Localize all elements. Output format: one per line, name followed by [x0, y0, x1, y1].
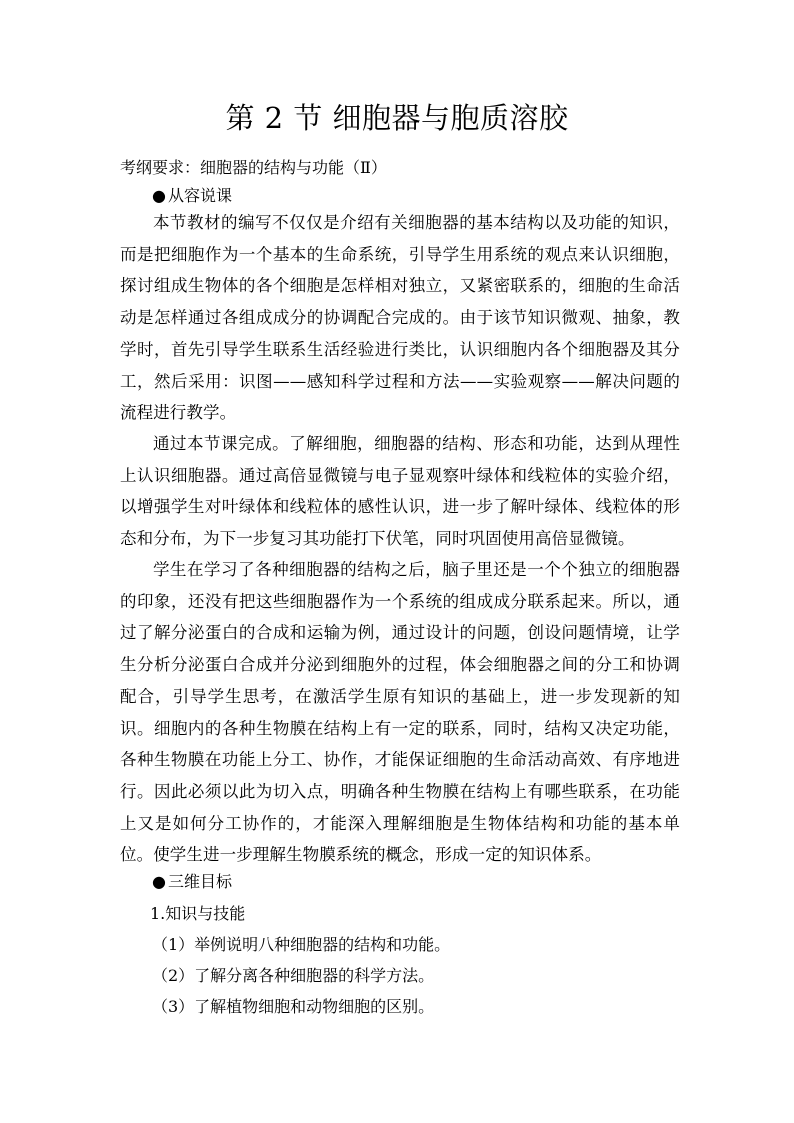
list-item: （1）举例说明八种细胞器的结构和功能。: [152, 935, 451, 954]
section-heading-label: 从容说课: [167, 186, 232, 205]
paragraph: 通过本节课完成。了解细胞，细胞器的结构、形态和功能，达到从理性上认识细胞器。通过高倍显微镜与电子显观察叶绿体和线粒体的实验介绍，以增强学生对叶绿体和线粒体的感性认识，进一步了解叶绿体、线粒体的形态和分布，为下一步复习其功能打下伏笔，同时巩固使用高倍显微镜。: [120, 434, 680, 549]
subheading-knowledge-skills: 1.知识与技能: [150, 904, 246, 923]
page-title: 第 2 节 细胞器与胞质溶胶: [225, 101, 569, 135]
syllabus-requirement: 考纲要求：细胞器的结构与功能（Ⅱ）: [120, 158, 387, 177]
list-item: （2）了解分离各种细胞器的科学方法。: [152, 966, 435, 985]
bullet-icon: ●: [152, 186, 166, 205]
section-heading-label: 三维目标: [167, 872, 232, 891]
list-item: （3）了解植物细胞和动物细胞的区别。: [152, 997, 435, 1016]
section-heading-calm: [152, 185, 232, 207]
section-heading-goals: [152, 871, 232, 893]
paragraph: 本节教材的编写不仅仅是介绍有关细胞器的基本结构以及功能的知识，而是把细胞作为一个基本的生命系统，引导学生用系统的观点来认识细胞，探讨组成生物体的各个细胞是怎样相对独立，又紧密联系的，细胞的生命活动是怎样通过各组成成分的协调配合完成的。由于该节知识微观、抽象，教学时，首先引导学生联系生活经验进行类比，认识细胞内各个细胞器及其分工，然后采用：识图——感知科学过程和方法——实验观察——解决问题的流程进行教学。: [120, 213, 680, 423]
bullet-icon: ●: [152, 872, 166, 891]
paragraph: 学生在学习了各种细胞器的结构之后，脑子里还是一个个独立的细胞器的印象，还没有把这些细胞器作为一个系统的组成成分联系起来。所以，通过了解分泌蛋白的合成和运输为例，通过设计的问题，创设问题情境，让学生分析分泌蛋白合成并分泌到细胞外的过程，体会细胞器之间的分工和协调配合，引导学生思考，在激活学生原有知识的基础上，进一步发现新的知识。细胞内的各种生物膜在结构上有一定的联系，同时，结构又决定功能，各种生物膜在功能上分工、协作，才能保证细胞的生命活动高效、有序地进行。因此必须以此为切入点，明确各种生物膜在结构上有哪些联系，在功能上又是如何分工协作的，才能深入理解细胞是生物体结构和功能的基本单位。使学生进一步理解生物膜系统的概念，形成一定的知识体系。: [120, 560, 680, 865]
